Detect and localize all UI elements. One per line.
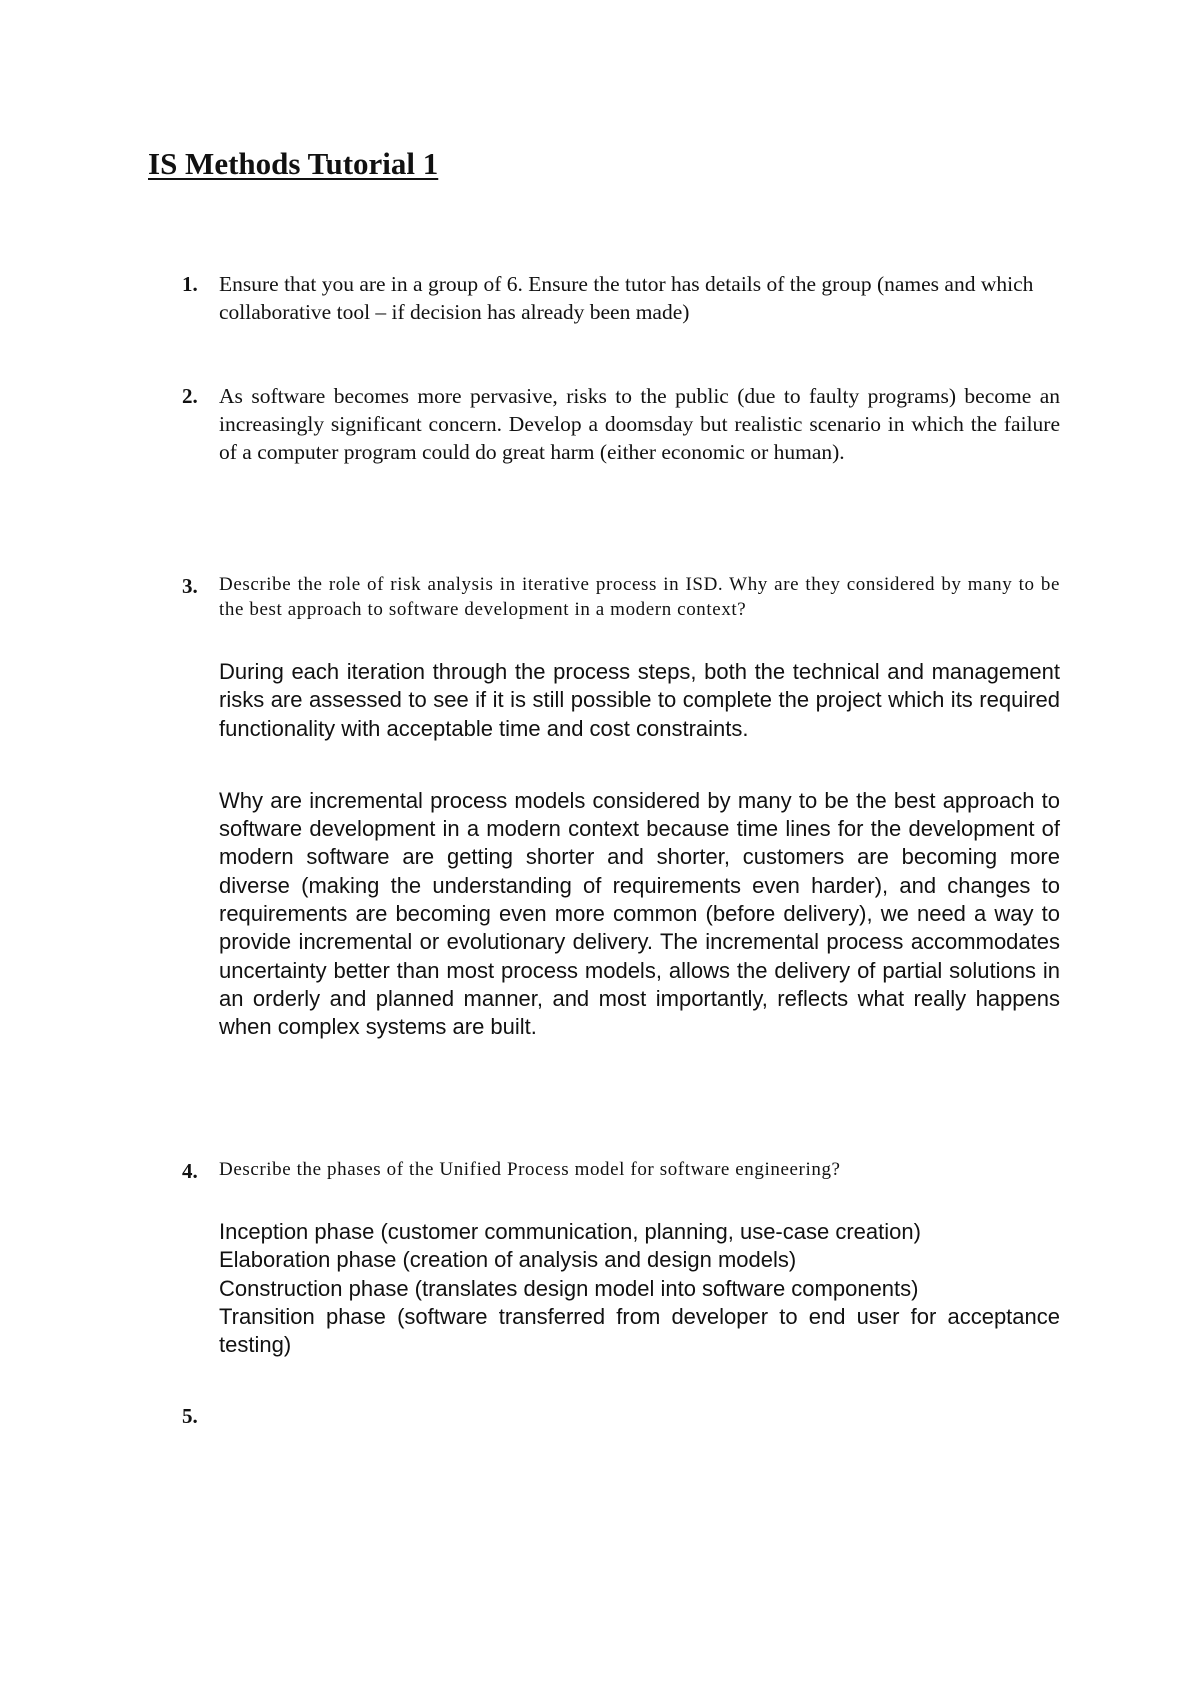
item-number: 2.	[182, 384, 198, 408]
question-text: Ensure that you are in a group of 6. Ensure the tutor has details of the group (names and which collaborative tool – if decision has already been made)	[219, 272, 1034, 324]
phase-item: Transition phase (software transferred from developer to end user for acceptance testing)	[219, 1303, 1060, 1358]
question-text: Describe the phases of the Unified Process model for software engineering?	[219, 1159, 841, 1180]
question-text: Describe the role of risk analysis in iterative process in ISD. Why are they considered by many to be the best approach to software development in a modern context?	[219, 574, 1060, 620]
answer-paragraph: During each iteration through the process steps, both the technical and management risks are assessed to see if it is still possible to complete the project which its required functionality with acceptable time and cost constraints.	[219, 659, 1060, 741]
page-title: IS Methods Tutorial 1	[148, 146, 439, 181]
item-number: 5.	[182, 1404, 198, 1428]
item-number: 3.	[182, 574, 198, 598]
phase-item: Inception phase (customer communication, planning, use-case creation)	[219, 1219, 921, 1244]
item-number: 4.	[182, 1159, 198, 1183]
phase-item: Elaboration phase (creation of analysis and design models)	[219, 1247, 797, 1273]
item-number: 1.	[182, 272, 198, 296]
answer-paragraph: Why are incremental process models considered by many to be the best approach to software development in a modern context because time lines for the development of modern software are getting shorter and shorter, customers are becoming more diverse (making the understanding of requirements even harder), and changes to requirements are becoming even more common (before delivery), we need a way to provide incremental or evolutionary delivery. The incremental process accommodates uncertainty better than most process models, allows the delivery of partial solutions in an orderly and planned manner, and most importantly, reflects what really happens when complex systems are built.	[219, 787, 1060, 1040]
phase-item: Construction phase (translates design model into software components)	[219, 1275, 919, 1301]
phase-list	[219, 1218, 1060, 1359]
question-text: As software becomes more pervasive, risks to the public (due to faulty programs) become an increasingly significant concern. Develop a doomsday but realistic scenario in which the failure of a computer program could do great harm (either economic or human).	[219, 384, 1060, 464]
